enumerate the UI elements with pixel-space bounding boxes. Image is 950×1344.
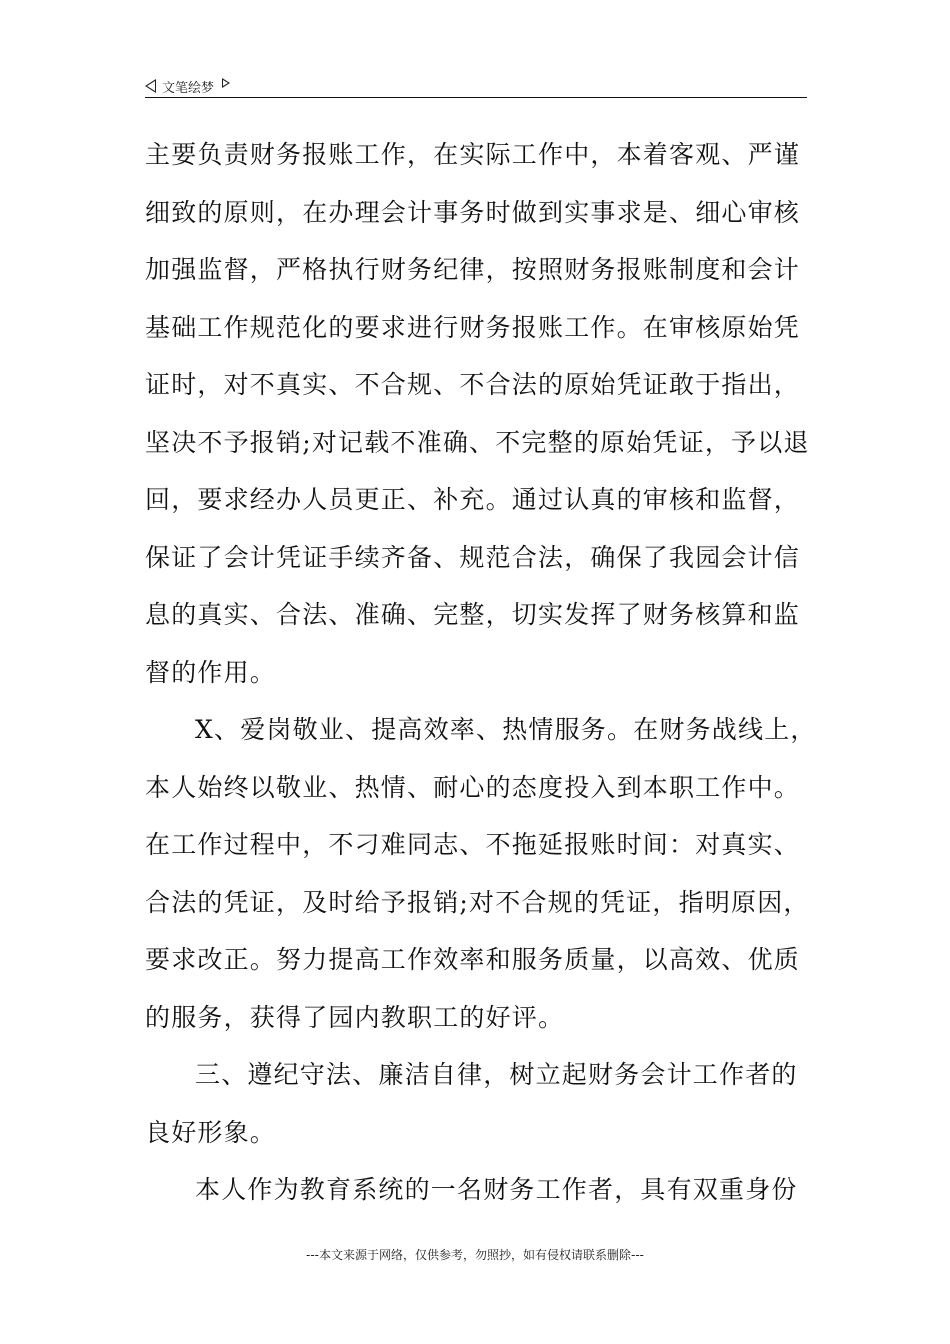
body-line: 三、遵纪守法、廉洁自律，树立起财务会计工作者的 [195, 1060, 798, 1089]
body-line: 回，要求经办人员更正、补充。通过认真的审核和监督， [145, 485, 801, 514]
body-line: 坚决不予报销;对记载不准确、不完整的原始凭证，予以退 [145, 427, 810, 457]
body-line: 证时，对不真实、不合规、不合法的原始凭证敢于指出， [145, 370, 801, 399]
body-line: X、爱岗敬业、提高效率、热情服务。在财务战线上， [195, 715, 817, 744]
triangle-left-icon [145, 79, 156, 93]
body-line: 加强监督，严格执行财务纪律，按照财务报账制度和会计 [145, 255, 801, 284]
page-header [145, 74, 807, 98]
body-line: 主要负责财务报账工作，在实际工作中，本着客观、严谨 [145, 140, 801, 169]
page-footer: ---本文来源于网络，仅供参考，勿照抄，如有侵权请联系删除--- [306, 1248, 644, 1262]
header-title: 文笔绘梦 [162, 80, 215, 96]
document-body [145, 126, 817, 1219]
triangle-right-icon [222, 78, 230, 88]
body-line: 的服务，获得了园内教职工的好评。 [145, 1002, 565, 1032]
body-line: 督的作用。 [145, 657, 277, 687]
body-line: 在工作过程中，不刁难同志、不拖延报账时间：对真实、 [145, 830, 801, 859]
body-line: 本人始终以敬业、热情、耐心的态度投入到本职工作中。 [145, 772, 801, 802]
body-line: 基础工作规范化的要求进行财务报账工作。在审核原始凭 [145, 312, 801, 342]
header-divider [145, 97, 807, 98]
body-line: 细致的原则，在办理会计事务时做到实事求是、细心审核 [145, 197, 801, 227]
body-line: 本人作为教育系统的一名财务工作者，具有双重身份 [195, 1175, 798, 1204]
body-line: 保证了会计凭证手续齐备、规范合法，确保了我园会计信 [145, 542, 801, 572]
body-line: 要求改正。努力提高工作效率和服务质量，以高效、优质 [145, 945, 801, 974]
body-line: 息的真实、合法、准确、完整，切实发挥了财务核算和监 [145, 600, 801, 629]
body-line: 合法的凭证，及时给予报销;对不合规的凭证，指明原因， [145, 887, 810, 917]
body-line: 良好形象。 [145, 1117, 277, 1147]
